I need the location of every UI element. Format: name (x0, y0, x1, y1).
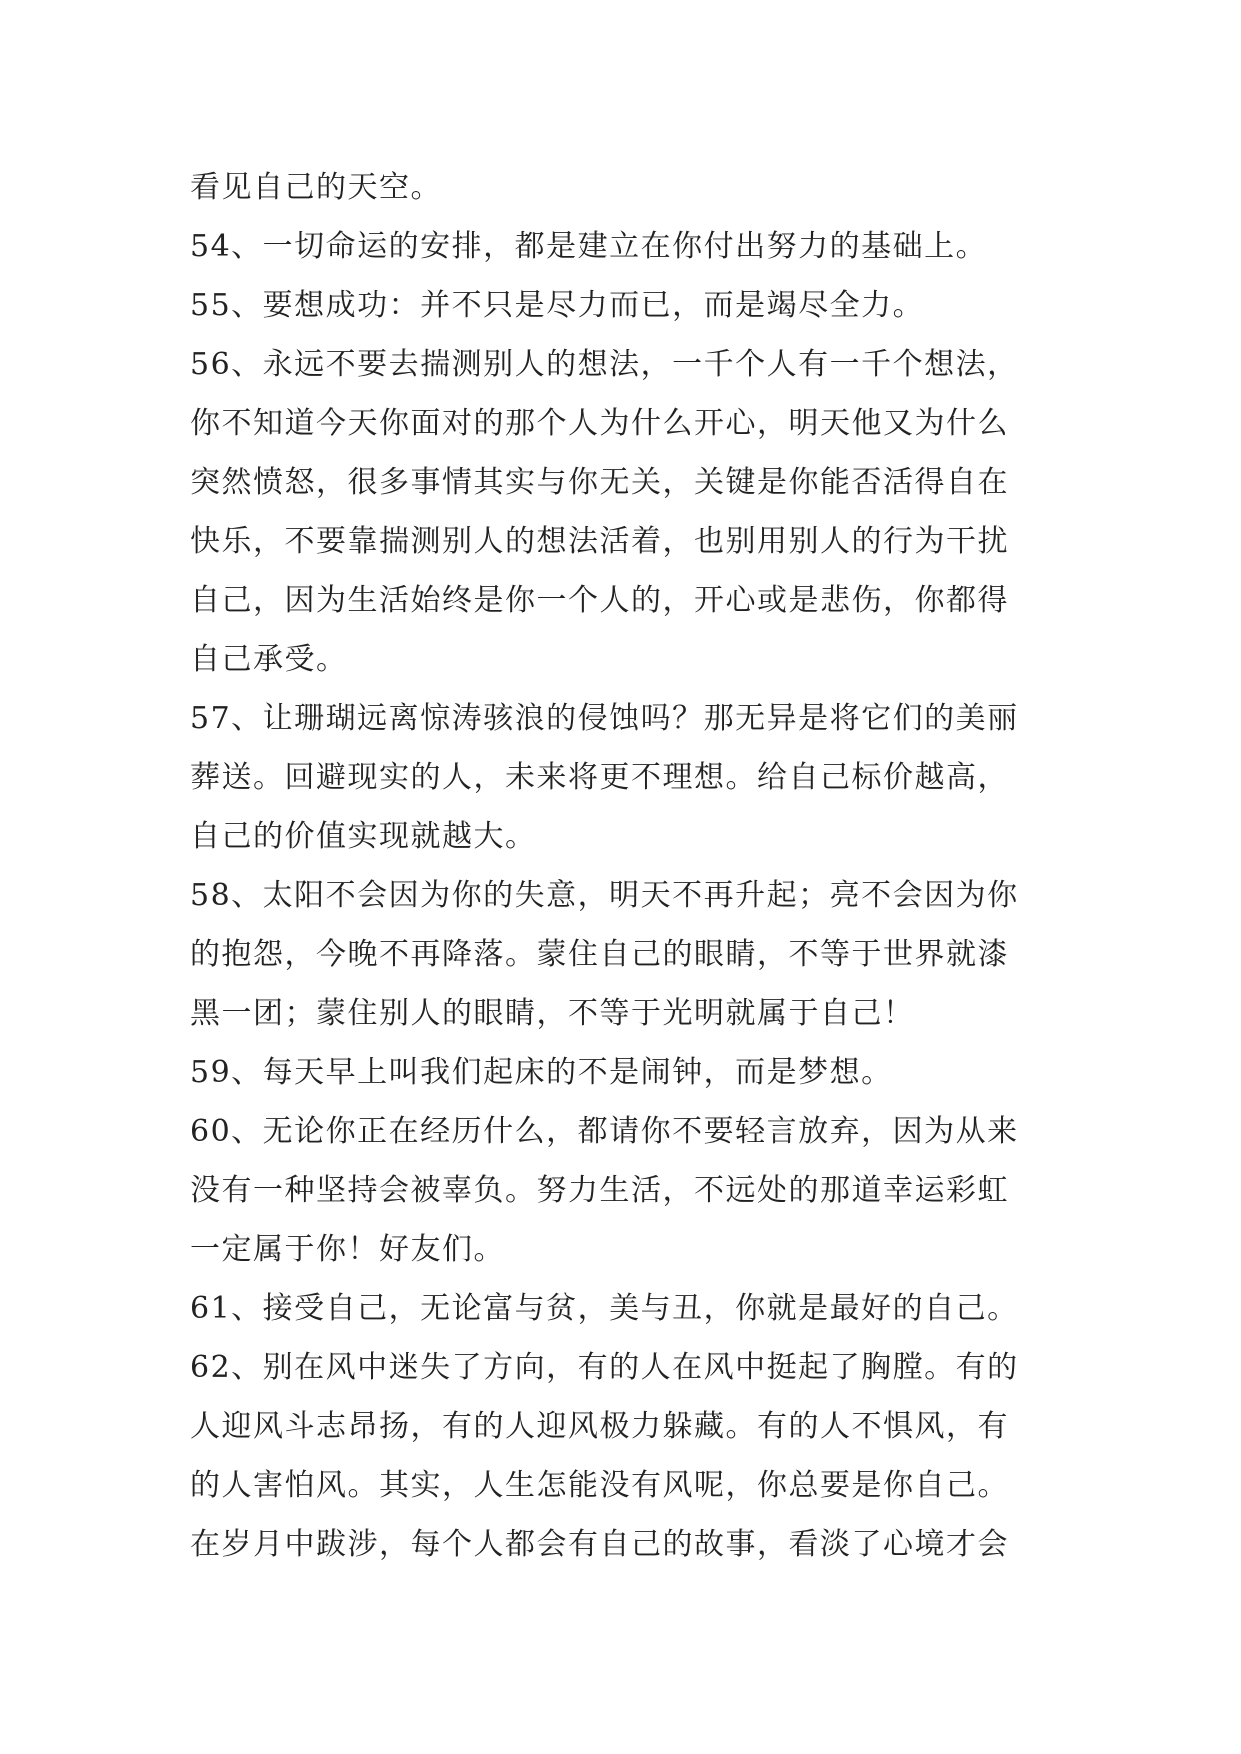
text-line: 在岁月中跋涉，每个人都会有自己的故事，看淡了心境才会 (190, 1527, 1009, 1562)
text-line: 56、永远不要去揣测别人的想法，一千个人有一千个想法， (190, 347, 1019, 382)
text-line: 你不知道今天你面对的那个人为什么开心，明天他又为什么 (190, 406, 1009, 441)
text-line: 葬送。回避现实的人，未来将更不理想。给自己标价越高， (190, 760, 1009, 795)
text-line: 自己的价值实现就越大。 (190, 819, 537, 854)
text-line: 59、每天早上叫我们起床的不是闹钟，而是梦想。 (190, 1055, 893, 1090)
text-line: 60、无论你正在经历什么，都请你不要轻言放弃，因为从来 (190, 1114, 1019, 1149)
text-line: 62、别在风中迷失了方向，有的人在风中挺起了胸膛。有的 (190, 1350, 1019, 1385)
text-line: 人迎风斗志昂扬，有的人迎风极力躲藏。有的人不惧风，有 (190, 1409, 1009, 1444)
text-line: 一定属于你！好友们。 (190, 1232, 505, 1267)
text-line: 自己，因为生活始终是你一个人的，开心或是悲伤，你都得 (190, 583, 1009, 618)
text-line: 看见自己的天空。 (190, 170, 442, 205)
text-line: 55、要想成功：并不只是尽力而已，而是竭尽全力。 (190, 288, 925, 323)
text-line: 快乐，不要靠揣测别人的想法活着，也别用别人的行为干扰 (190, 524, 1009, 559)
text-line: 61、接受自己，无论富与贫，美与丑，你就是最好的自己。 (190, 1291, 1019, 1326)
body-text (190, 158, 1090, 1574)
text-line: 黑一团；蒙住别人的眼睛，不等于光明就属于自己！ (190, 996, 915, 1031)
text-line: 54、一切命运的安排，都是建立在你付出努力的基础上。 (190, 229, 988, 264)
text-line: 没有一种坚持会被辜负。努力生活，不远处的那道幸运彩虹 (190, 1173, 1009, 1208)
text-line: 的抱怨，今晚不再降落。蒙住自己的眼睛，不等于世界就漆 (190, 937, 1009, 972)
text-line: 的人害怕风。其实，人生怎能没有风呢，你总要是你自己。 (190, 1468, 1009, 1503)
text-line: 57、让珊瑚远离惊涛骇浪的侵蚀吗？那无异是将它们的美丽 (190, 701, 1019, 736)
text-line: 58、太阳不会因为你的失意，明天不再升起；亮不会因为你 (190, 878, 1019, 913)
text-line: 突然愤怒，很多事情其实与你无关，关键是你能否活得自在 (190, 465, 1009, 500)
text-line: 自己承受。 (190, 642, 348, 677)
